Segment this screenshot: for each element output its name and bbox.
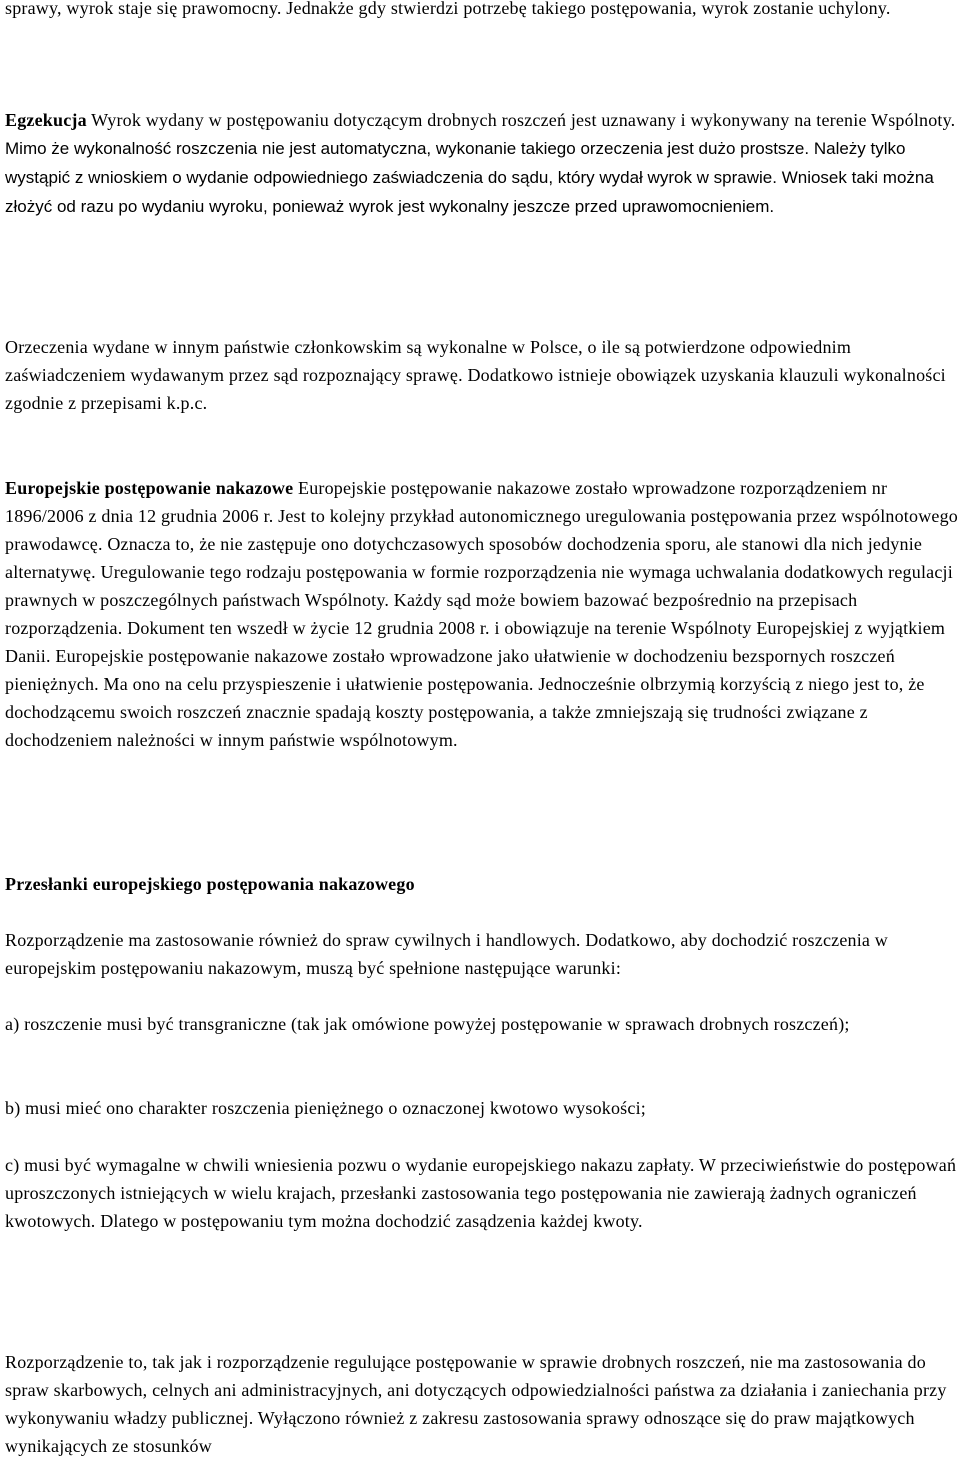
paragraph-judgment-finality: [5, 0, 960, 22]
paragraph-text-sans: Mimo że wykonalność roszczenia nie jest automatyczna, wykonanie takiego orzeczenia jest dużo prostsze. Należy tylko wystąpić z wnioskiem o wydanie odpowiedniego zaświadczenia do sądu, który wydał wyrok w sprawie. Wniosek taki można złożyć od razu po wydaniu wyroku, ponieważ wyrok jest wykonalny jeszcze przed uprawomocnieniem.: [5, 139, 934, 216]
paragraph-text: Europejskie postępowanie nakazowe zostało wprowadzone rozporządzeniem nr 1896/2006 z dnia 12 grudnia 2006 r. Jest to kolejny przykład autonomicznego uregulowania postępowania przez wspólnotowego prawodawcę. Oznacza to, że nie zastępuje ono dotychczasowych sposobów dochodzenia sporu, ale stanowi dla nich jedynie alternatywę. Uregulowanie tego rodzaju postępowania w formie rozporządzenia nie wymaga uchwalania dodatkowych regulacji prawnych w poszczególnych państwach Wspólnoty. Każdy sąd może bowiem bazować bezpośrednio na przepisach rozporządzenia. Dokument ten wszedł w życie 12 grudnia 2008 r. i obowiązuje na terenie Wspólnoty Europejskiej z wyjątkiem Danii. Europejskie postępowanie nakazowe zostało wprowadzone jako ułatwienie w dochodzeniu bezspornych roszczeń pieniężnych. Ma ono na celu przyspieszenie i ułatwienie postępowania. Jednocześnie olbrzymią korzyścią z niego jest to, że dochodzącemu swoich roszczeń znacznie spadają koszty postępowania, a także zmniejszają się trudności związane z dochodzeniem należności w innym państwie wspólnotowym.: [5, 478, 958, 750]
paragraph-text: sprawy, wyrok staje się prawomocny. Jednakże gdy stwierdzi potrzebę takiego postępowania, wyrok zostanie uchylony.: [5, 0, 891, 18]
section-heading-prerequisites: [5, 870, 960, 898]
list-item-a: [5, 1010, 960, 1038]
section-heading-text: Przesłanki europejskiego postępowania nakazowego: [5, 874, 415, 894]
paragraph-text: Wyrok wydany w postępowaniu dotyczącym drobnych roszczeń jest uznawany i wykonywany na terenie Wspólnoty.: [86, 110, 956, 130]
paragraph-text: Rozporządzenie ma zastosowanie również do spraw cywilnych i handlowych. Dodatkowo, aby dochodzić roszczenia w europejskim postępowaniu nakazowym, muszą być spełnione następujące warunki:: [5, 930, 889, 978]
list-item-text: c) musi być wymagalne w chwili wniesienia pozwu o wydanie europejskiego nakazu zapłaty. W przeciwieństwie do postępowań uproszczonych istniejących w wielu krajach, przesłanki zastosowania tego postępowania nie zawierają żadnych ograniczeń kwotowych. Dlatego w postępowaniu tym można dochodzić zasądzenia każdej kwoty.: [5, 1155, 957, 1231]
paragraph-exclusions: [5, 1348, 960, 1460]
paragraph-enforcement: [5, 106, 960, 221]
list-item-b: [5, 1094, 960, 1122]
list-item-text: a) roszczenie musi być transgraniczne (tak jak omówione powyżej postępowanie w sprawach drobnych roszczeń);: [5, 1014, 850, 1034]
paragraph-foreign-judgments: [5, 333, 960, 417]
list-item-text: b) musi mieć ono charakter roszczenia pieniężnego o oznaczonej kwotowo wysokości;: [5, 1098, 646, 1118]
section-heading-enforcement: Egzekucja: [5, 110, 87, 130]
section-heading-european-order: Europejskie postępowanie nakazowe: [5, 478, 294, 498]
list-item-c: [5, 1151, 960, 1235]
paragraph-scope: [5, 926, 960, 982]
paragraph-text: Orzeczenia wydane w innym państwie członkowskim są wykonalne w Polsce, o ile są potwierdzone odpowiednim zaświadczeniem wydawanym przez sąd rozpoznający sprawę. Dodatkowo istnieje obowiązek uzyskania klauzuli wykonalności zgodnie z przepisami k.p.c.: [5, 337, 946, 413]
paragraph-text: Rozporządzenie to, tak jak i rozporządzenie regulujące postępowanie w sprawie drobnych roszczeń, nie ma zastosowania do spraw skarbowych, celnych ani administracyjnych, ani dotyczących odpowiedzialności państwa za działania i zaniechania przy wykonywaniu władzy publicznej. Wyłączono również z zakresu zastosowania sprawy odnoszące się do praw majątkowych wynikających ze stosunków: [5, 1352, 947, 1456]
paragraph-european-order-procedure: [5, 474, 960, 754]
